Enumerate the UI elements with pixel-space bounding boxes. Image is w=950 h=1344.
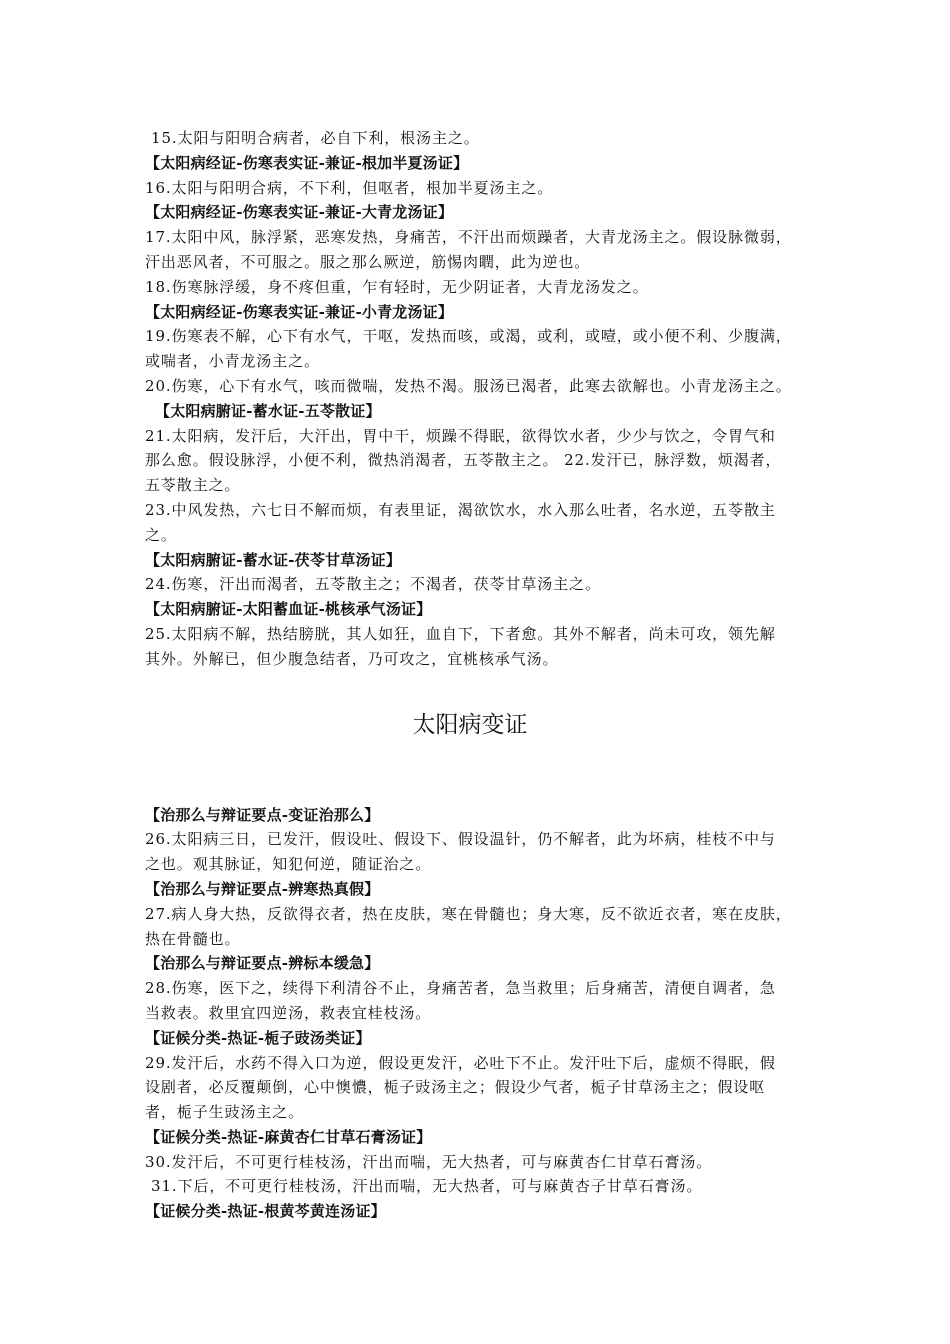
section-heading: 【治那么与辩证要点-辨寒热真假】 xyxy=(145,879,380,898)
paragraph-line: 汗出恶风者，不可服之。服之那么厥逆，筋惕肉瞤，此为逆也。 xyxy=(145,252,591,271)
paragraph-line: 热在骨髓也。 xyxy=(145,929,241,948)
page-content xyxy=(145,126,825,1224)
paragraph-line: 20.伤寒，心下有水气，咳而微喘，发热不渴。服汤已渴者，此寒去欲解也。小青龙汤主之。 xyxy=(145,376,792,395)
paragraph-line: 24.伤寒，汗出而渴者，五苓散主之；不渴者，茯苓甘草汤主之。 xyxy=(145,575,601,594)
section-heading: 【太阳病腑证-太阳蓄血证-桃核承气汤证】 xyxy=(145,600,432,619)
paragraph-line: 29.发汗后，水药不得入口为逆，假设更发汗，必吐下不止。发汗吐下后，虚烦不得眠，假 xyxy=(145,1053,776,1072)
paragraph-line: 之。 xyxy=(145,525,177,544)
section-spacer xyxy=(145,740,825,803)
section-heading: 【证候分类-热证-栀子豉汤类证】 xyxy=(145,1028,371,1047)
paragraph-line: 15.太阳与阳明合病者，必自下利，根汤主之。 xyxy=(151,129,480,147)
section-heading: 【太阳病腑证-蓄水证-茯苓甘草汤证】 xyxy=(145,550,402,569)
paragraph-line: 或喘者，小青龙汤主之。 xyxy=(145,352,320,371)
paragraph-line: 者，栀子生豉汤主之。 xyxy=(145,1103,305,1122)
paragraph-line: 28.伤寒，医下之，续得下利清谷不止，身痛苦者，急当救里；后身痛苦，清便自调者，急 xyxy=(145,979,776,998)
section-heading: 【治那么与辩证要点-变证治那么】 xyxy=(145,805,380,824)
section-heading: 【证候分类-热证-根黄芩黄连汤证】 xyxy=(145,1202,386,1221)
section-heading: 【太阳病腑证-蓄水证-五苓散证】 xyxy=(155,401,381,420)
paragraph-line: 27.病人身大热，反欲得衣者，热在皮肤，寒在骨髓也；身大寒，反不欲近衣者，寒在皮肤， xyxy=(145,904,792,923)
paragraph-line: 21.太阳病，发汗后，大汗出，胃中干，烦躁不得眠，欲得饮水者，少少与饮之，令胃气和 xyxy=(145,426,776,445)
section-title: 太阳病变证 xyxy=(412,711,528,738)
paragraph-line: 23.中风发热，六七日不解而烦，有表里证，渴欲饮水，水入那么吐者，名水逆，五苓散主 xyxy=(145,500,776,519)
section-heading: 【证候分类-热证-麻黄杏仁甘草石膏汤证】 xyxy=(145,1127,432,1146)
paragraph-line: 当救表。救里宜四逆汤，救表宜桂枝汤。 xyxy=(145,1003,432,1022)
section-heading: 【治那么与辩证要点-辨标本缓急】 xyxy=(145,954,380,973)
paragraph-line: 30.发汗后，不可更行桂枝汤，汗出而喘，无大热者，可与麻黄杏仁甘草石膏汤。 xyxy=(145,1152,713,1171)
paragraph-line: 16.太阳与阳明合病，不下利，但呕者，根加半夏汤主之。 xyxy=(145,178,554,197)
paragraph-line: 其外。外解已，但少腹急结者，乃可攻之，宜桃核承气汤。 xyxy=(145,649,559,668)
section-heading: 【太阳病经证-伤寒表实证-兼证-大青龙汤证】 xyxy=(145,203,454,222)
paragraph-line: 25.太阳病不解，热结膀胱，其人如狂，血自下，下者愈。其外不解者，尚未可攻，领先解 xyxy=(145,624,776,643)
section-taiyang-jingzheng xyxy=(145,126,825,672)
paragraph-line: 19.伤寒表不解，心下有水气，干呕，发热而咳，或渴，或利，或噎，或小便不利、少腹满， xyxy=(145,327,792,346)
paragraph-line: 17.太阳中风，脉浮紧，恶寒发热，身痛苦，不汗出而烦躁者，大青龙汤主之。假设脉微弱， xyxy=(145,228,792,247)
paragraph-line: 设剧者，必反覆颠倒，心中懊憹，栀子豉汤主之；假设少气者，栀子甘草汤主之；假设呕 xyxy=(145,1078,766,1097)
paragraph-line: 26.太阳病三日，已发汗，假设吐、假设下、假设温针，仍不解者，此为坏病，桂枝不中与 xyxy=(145,830,776,849)
paragraph-line: 之也。观其脉证，知犯何逆，随证治之。 xyxy=(145,855,432,874)
paragraph-line: 18.伤寒脉浮缓，身不疼但重，乍有轻时，无少阴证者，大青龙汤发之。 xyxy=(145,277,649,296)
section-heading: 【太阳病经证-伤寒表实证-兼证-小青龙汤证】 xyxy=(145,302,454,321)
section-heading: 【太阳病经证-伤寒表实证-兼证-根加半夏汤证】 xyxy=(145,153,469,172)
section-taiyang-bianzheng xyxy=(145,803,825,1225)
paragraph-line: 五苓散主之。 xyxy=(145,476,241,495)
paragraph-line: 那么愈。假设脉浮，小便不利，微热消渴者，五苓散主之。 22.发汗已，脉浮数，烦渴者， xyxy=(145,451,782,470)
paragraph-line: 31.下后，不可更行桂枝汤，汗出而喘，无大热者，可与麻黄杏子甘草石膏汤。 xyxy=(151,1177,703,1196)
